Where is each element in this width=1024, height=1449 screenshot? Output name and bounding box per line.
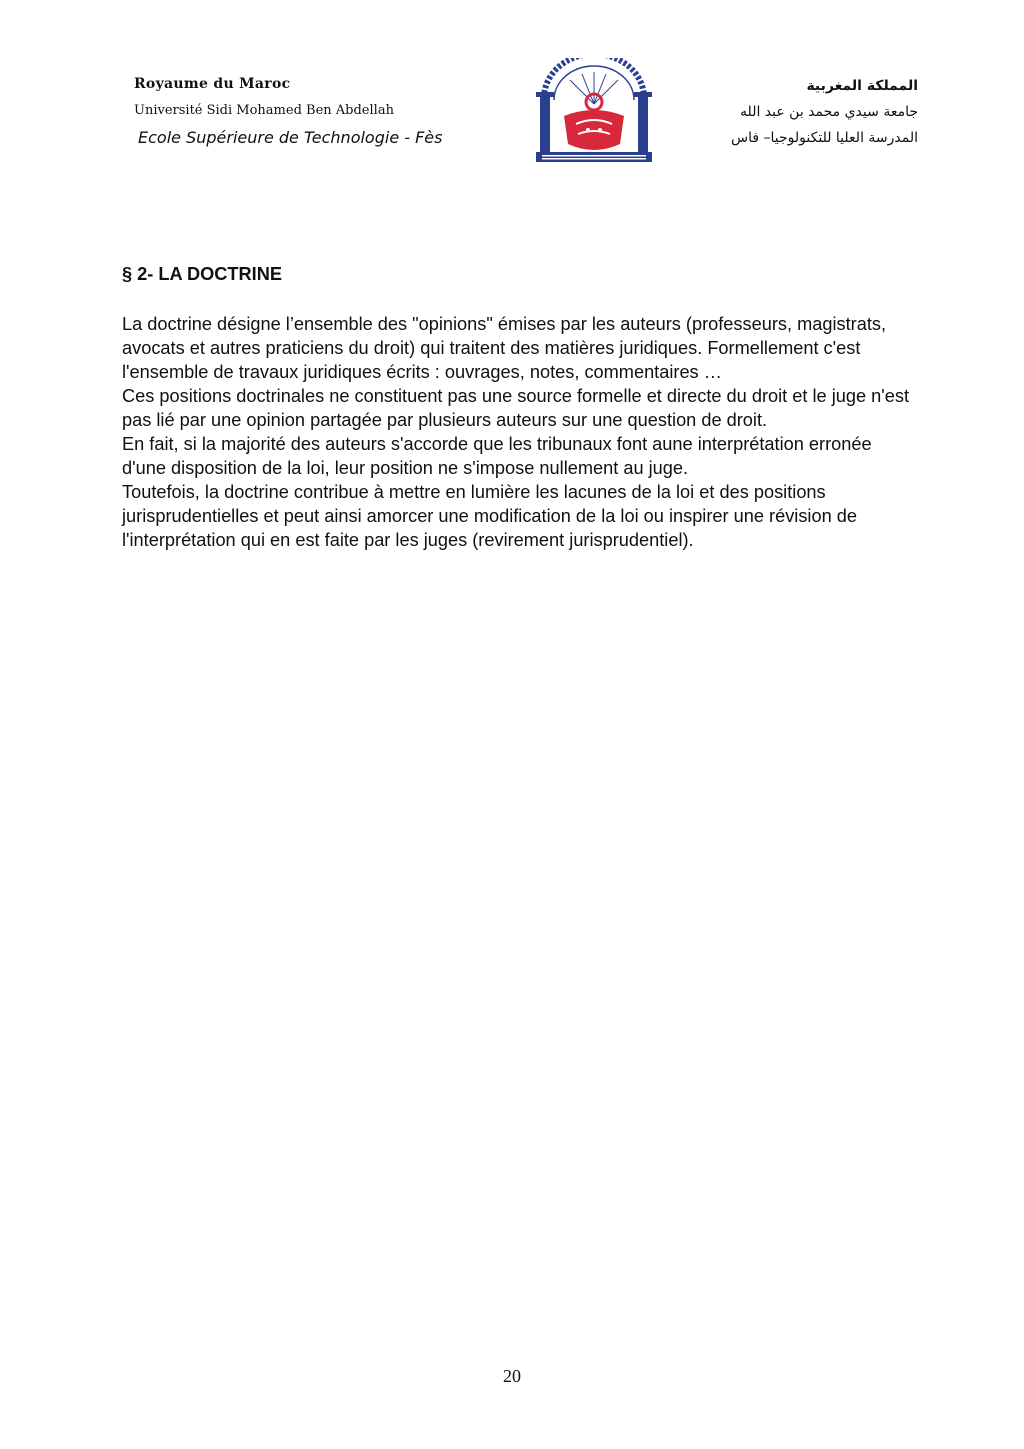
paragraph-majority-opinion: En fait, si la majorité des auteurs s'accorde que les tribunaux font aune interprétation erronée d'une disposition de la loi, leur position ne s'impose nullement au juge. <box>122 434 872 478</box>
university-name: Université Sidi Mohamed Ben Abdellah <box>134 103 394 118</box>
kingdom-name-arabic: المملكة المغربية <box>806 78 918 94</box>
university-emblem-icon <box>530 58 658 166</box>
main-content <box>122 262 912 552</box>
section-heading: § 2- LA DOCTRINE <box>122 264 282 284</box>
school-name-arabic: المدرسة العليا للتكنولوجيا– فاس <box>731 130 918 146</box>
school-name: Ecole Supérieure de Technologie - Fès <box>138 128 443 147</box>
university-name-arabic: جامعة سيدي محمد بن عبد الله <box>740 104 918 120</box>
paragraph-definition: La doctrine désigne l’ensemble des "opinions" émises par les auteurs (professeurs, magistrats, avocats et autres praticiens du droit) qui traitent des matières juridiques. Formellement c'est l'ensemble de travaux juridiques écrits : ouvrages, notes, commentaires … <box>122 314 887 382</box>
header-right-block <box>678 76 918 154</box>
paragraph-not-binding: Ces positions doctrinales ne constituent pas une source formelle et directe du droit et le juge n'est pas lié par une opinion partagée par plusieurs auteurs sur une question de droit. <box>122 386 909 430</box>
paragraph-contribution: Toutefois, la doctrine contribue à mettre en lumière les lacunes de la loi et des positions jurisprudentielles et peut ainsi amorcer une modification de la loi ou inspirer une révision de l'interprétation qui en est faite par les juges (revirement jurisprudentiel). <box>122 482 857 550</box>
header-left-block <box>134 74 514 149</box>
page-number: 20 <box>503 1366 521 1386</box>
kingdom-name: Royaume du Maroc <box>134 76 291 92</box>
